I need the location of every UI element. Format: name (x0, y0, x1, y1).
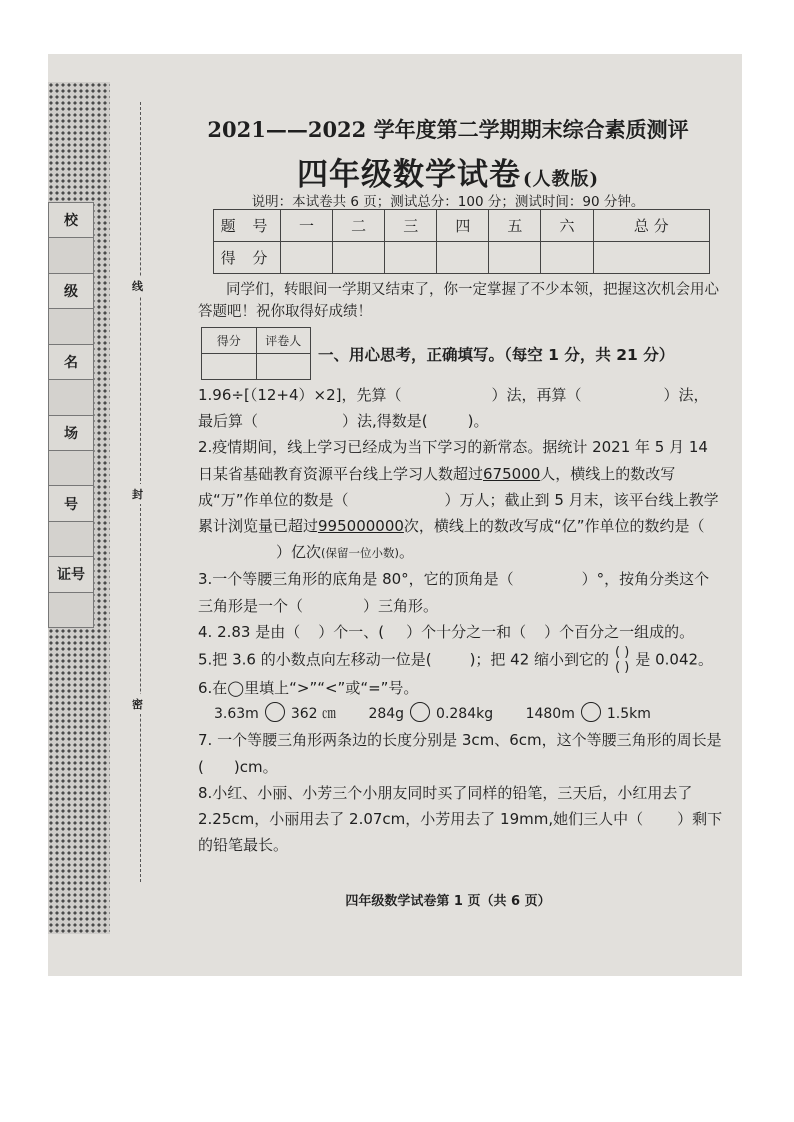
side-field-school[interactable] (49, 238, 93, 273)
q5-text-a: 5.把 3.6 的小数点向左移动一位是( (198, 650, 432, 669)
score-col-1: 一 (281, 210, 333, 242)
q6-item-1-circle[interactable] (265, 702, 285, 722)
paper-title-text: 四年级数学试卷 (296, 157, 521, 193)
q1-text-a: 1.96÷[（12+4）×2]，先算（ (198, 386, 402, 404)
score-col-2: 二 (333, 210, 385, 242)
q2-underlined-number-1: 675000 (483, 464, 541, 483)
side-field-id[interactable] (49, 593, 93, 627)
paper-title (158, 149, 738, 194)
q7-text-a: 7. 一个等腰三角形两条边的长度分别是 3cm、6cm，这个等腰三角形的周长是( (198, 731, 722, 776)
side-label-id: 证号 (49, 557, 93, 592)
q6-item-3-left: 1480m (525, 706, 575, 723)
q6-item-1-right: 362 ㎝ (290, 706, 336, 723)
q1-text-c: ）法，最后算（ (198, 386, 709, 431)
score-cell-5[interactable] (489, 242, 541, 274)
edition-label: (人教版) (522, 169, 600, 190)
q6-item-2-right: 0.284kg (436, 706, 494, 723)
grader-name-cell[interactable] (256, 354, 311, 380)
seal-mark-seal: 封 (132, 484, 143, 504)
seal-mark-line: 线 (132, 276, 143, 296)
question-5 (198, 645, 723, 675)
score-col-6: 六 (541, 210, 593, 242)
student-info-column (48, 202, 94, 628)
q3-text-b: ）°，按角分类这个三角形是一个（ (198, 570, 710, 615)
q6-item-1-left: 3.63m (214, 706, 259, 723)
q6-compare-row (198, 701, 723, 727)
grader-score-cell[interactable] (202, 354, 257, 380)
score-cell-6[interactable] (541, 242, 593, 274)
q1-text-e: )。 (467, 412, 489, 431)
side-field-name[interactable] (49, 380, 93, 415)
grader-score-label: 得分 (202, 328, 257, 354)
side-label-class: 级 (49, 274, 93, 309)
score-col-total: 总 分 (593, 210, 709, 242)
score-header-label: 题 号 (214, 210, 281, 242)
side-label-room: 场 (49, 416, 93, 451)
q5-fraction-bottom: ( ) (615, 660, 630, 676)
seal-mark-close: 密 (132, 694, 143, 714)
score-row-label: 得 分 (214, 242, 281, 274)
q4-text-a: 4. 2.83 是由（ (198, 622, 301, 641)
q6-item-3-circle[interactable] (581, 702, 601, 722)
q1-text-d: ）法,得数是( (342, 412, 428, 431)
q2-text-a: 2.疫情期间，线上学习已经成为当下学习的新常态。据统计 2021 年 5 月 14 日某省基础教育资源平台线上学习人数超过 (198, 438, 708, 483)
q6-item-2-circle[interactable] (410, 702, 430, 722)
score-col-5: 五 (489, 210, 541, 242)
question-3 (198, 566, 723, 618)
score-table-score-row (214, 242, 710, 274)
question-7 (198, 727, 723, 779)
q7-text-b: )cm。 (233, 757, 278, 776)
side-field-class[interactable] (49, 309, 93, 344)
side-label-school: 校 (49, 203, 93, 238)
q8-text-a: 8.小红、小丽、小芳三个小朋友同时买了同样的铅笔，三天后，小红用去了 2.25cm，小丽用去了 2.07cm，小芳用去了 19mm,她们三人中（ (198, 783, 693, 829)
score-cell-2[interactable] (333, 242, 385, 274)
questions (198, 382, 723, 858)
question-2 (198, 434, 723, 566)
q2-text-d: 次，横线上的数改写成“亿”作单位的数约是（ (403, 517, 705, 536)
q6-item-3-right: 1.5km (606, 706, 651, 723)
question-1 (198, 382, 723, 434)
score-table (213, 209, 710, 274)
q2-underlined-number-2: 995000000 (318, 517, 404, 536)
page-footer: 四年级数学试卷第 1 页（共 6 页） (345, 894, 551, 909)
greeting-text: 同学们，转眼间一学期又结束了，你一定掌握了不少本领，把握这次机会用心答题吧！祝你取得好成绩！ (198, 282, 719, 320)
side-label-name: 名 (49, 345, 93, 380)
grader-name-label: 评卷人 (256, 328, 311, 354)
q2-note: (保留一位小数) (321, 546, 399, 561)
q2-text-b: 人，横线上的数改写成“万”作单位的数是（ (198, 464, 676, 509)
side-label-seat: 号 (49, 486, 93, 521)
score-col-4: 四 (437, 210, 489, 242)
grader-table (201, 327, 311, 380)
score-cell-3[interactable] (385, 242, 437, 274)
q6-item-2-left: 284g (368, 706, 405, 723)
question-6 (198, 675, 723, 701)
q5-fraction[interactable] (615, 645, 629, 675)
q3-text-a: 3.一个等腰三角形的底角是 80°，它的顶角是（ (198, 570, 514, 589)
score-cell-total[interactable] (593, 242, 709, 274)
score-col-3: 三 (385, 210, 437, 242)
score-table-header-row (214, 210, 710, 242)
exam-paper (48, 54, 742, 976)
score-cell-1[interactable] (281, 242, 333, 274)
q8-text-b: ）剩下的铅笔最长。 (198, 810, 723, 855)
side-field-seat[interactable] (49, 522, 93, 557)
q5-text-b: )；把 42 缩小到它的 (469, 650, 610, 669)
q5-text-c: 是 0.042。 (635, 650, 714, 669)
side-field-room[interactable] (49, 451, 93, 486)
q4-text-c: ）个十分之一和（ (406, 622, 527, 641)
q6-title: 6.在◯里填上“>”“<”或“=”号。 (198, 679, 419, 698)
q3-text-c: ）三角形。 (363, 596, 439, 615)
score-cell-4[interactable] (437, 242, 489, 274)
q2-text-c: ）万人；截止到 5 月末，该平台线上教学累计浏览量已超过 (198, 490, 719, 536)
q1-text-b: ）法，再算（ (491, 386, 582, 404)
instructions: 说明：本试卷共 6 页；测试总分：100 分；测试时间：90 分钟。 (251, 194, 645, 210)
exam-title: 2021——2022 学年度第二学期期末综合素质测评 (207, 117, 689, 142)
q4-text-d: ）个百分之一组成的。 (544, 622, 695, 641)
q2-text-f: 。 (399, 543, 415, 562)
q5-fraction-top: ( ) (615, 645, 630, 661)
q4-text-b: ）个一、( (318, 622, 385, 641)
question-4 (198, 619, 723, 645)
question-8 (198, 780, 723, 859)
section-1-title: 一、用心思考，正确填写。（每空 1 分，共 21 分） (318, 346, 675, 364)
q2-text-e: ）亿次 (276, 543, 322, 562)
